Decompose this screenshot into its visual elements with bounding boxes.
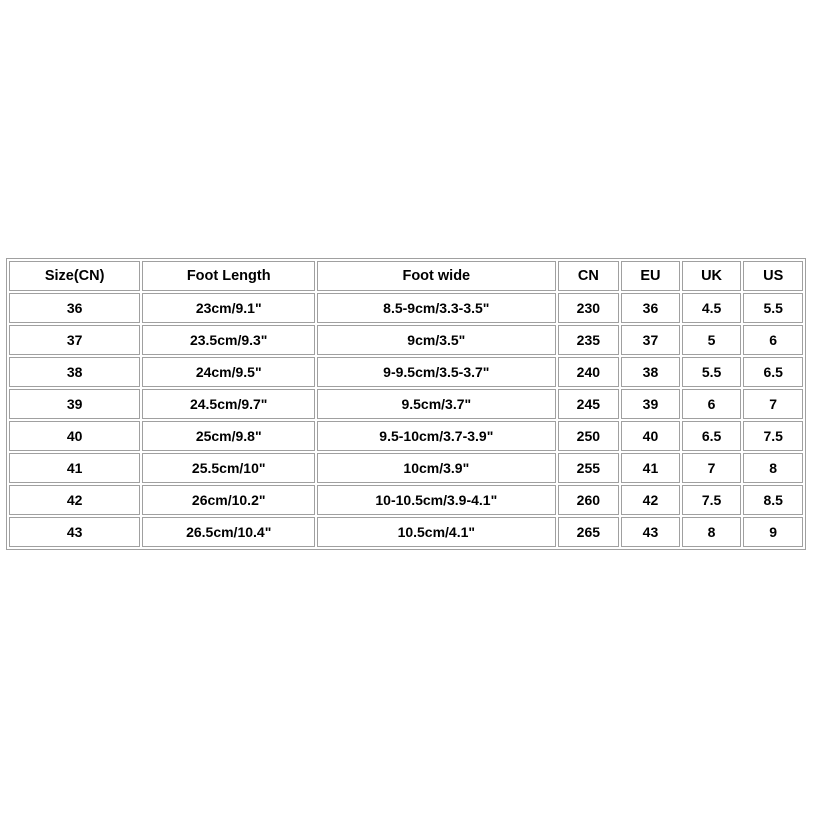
cell-eu: 40 — [621, 421, 680, 451]
cell-uk: 7.5 — [682, 485, 742, 515]
cell-size-cn: 41 — [9, 453, 140, 483]
cell-size-cn: 43 — [9, 517, 140, 547]
cell-us: 7.5 — [743, 421, 803, 451]
cell-us: 6 — [743, 325, 803, 355]
cell-size-cn: 38 — [9, 357, 140, 387]
table-row — [9, 485, 803, 515]
table-row — [9, 389, 803, 419]
table-header-row — [9, 261, 803, 291]
cell-foot-wide: 9-9.5cm/3.5-3.7" — [317, 357, 555, 387]
header-eu: EU — [621, 261, 680, 291]
cell-foot-length: 25.5cm/10" — [142, 453, 315, 483]
cell-eu: 36 — [621, 293, 680, 323]
table-row — [9, 293, 803, 323]
cell-eu: 37 — [621, 325, 680, 355]
header-foot-wide: Foot wide — [317, 261, 555, 291]
cell-uk: 6 — [682, 389, 742, 419]
cell-cn: 255 — [558, 453, 620, 483]
cell-cn: 260 — [558, 485, 620, 515]
header-cn: CN — [558, 261, 620, 291]
cell-eu: 43 — [621, 517, 680, 547]
cell-cn: 240 — [558, 357, 620, 387]
cell-uk: 8 — [682, 517, 742, 547]
cell-eu: 41 — [621, 453, 680, 483]
header-us: US — [743, 261, 803, 291]
cell-foot-length: 23cm/9.1" — [142, 293, 315, 323]
cell-foot-wide: 8.5-9cm/3.3-3.5" — [317, 293, 555, 323]
cell-eu: 38 — [621, 357, 680, 387]
cell-us: 6.5 — [743, 357, 803, 387]
cell-foot-length: 24.5cm/9.7" — [142, 389, 315, 419]
cell-eu: 39 — [621, 389, 680, 419]
cell-size-cn: 36 — [9, 293, 140, 323]
cell-cn: 265 — [558, 517, 620, 547]
cell-uk: 5 — [682, 325, 742, 355]
cell-size-cn: 37 — [9, 325, 140, 355]
cell-cn: 235 — [558, 325, 620, 355]
cell-size-cn: 39 — [9, 389, 140, 419]
cell-eu: 42 — [621, 485, 680, 515]
cell-uk: 4.5 — [682, 293, 742, 323]
cell-foot-wide: 9.5-10cm/3.7-3.9" — [317, 421, 555, 451]
table-row — [9, 517, 803, 547]
table-row — [9, 357, 803, 387]
cell-uk: 7 — [682, 453, 742, 483]
cell-cn: 245 — [558, 389, 620, 419]
cell-size-cn: 40 — [9, 421, 140, 451]
header-foot-length: Foot Length — [142, 261, 315, 291]
size-chart-table — [6, 258, 806, 550]
cell-foot-wide: 9.5cm/3.7" — [317, 389, 555, 419]
cell-us: 5.5 — [743, 293, 803, 323]
cell-size-cn: 42 — [9, 485, 140, 515]
cell-cn: 250 — [558, 421, 620, 451]
cell-foot-length: 23.5cm/9.3" — [142, 325, 315, 355]
table-row — [9, 453, 803, 483]
cell-foot-length: 26cm/10.2" — [142, 485, 315, 515]
cell-foot-wide: 9cm/3.5" — [317, 325, 555, 355]
cell-us: 8.5 — [743, 485, 803, 515]
cell-foot-length: 25cm/9.8" — [142, 421, 315, 451]
table-row — [9, 421, 803, 451]
table-row — [9, 325, 803, 355]
cell-us: 9 — [743, 517, 803, 547]
cell-foot-length: 24cm/9.5" — [142, 357, 315, 387]
cell-foot-wide: 10-10.5cm/3.9-4.1" — [317, 485, 555, 515]
cell-us: 7 — [743, 389, 803, 419]
cell-cn: 230 — [558, 293, 620, 323]
header-uk: UK — [682, 261, 742, 291]
cell-foot-length: 26.5cm/10.4" — [142, 517, 315, 547]
cell-us: 8 — [743, 453, 803, 483]
header-size-cn: Size(CN) — [9, 261, 140, 291]
cell-foot-wide: 10cm/3.9" — [317, 453, 555, 483]
cell-uk: 6.5 — [682, 421, 742, 451]
cell-uk: 5.5 — [682, 357, 742, 387]
cell-foot-wide: 10.5cm/4.1" — [317, 517, 555, 547]
